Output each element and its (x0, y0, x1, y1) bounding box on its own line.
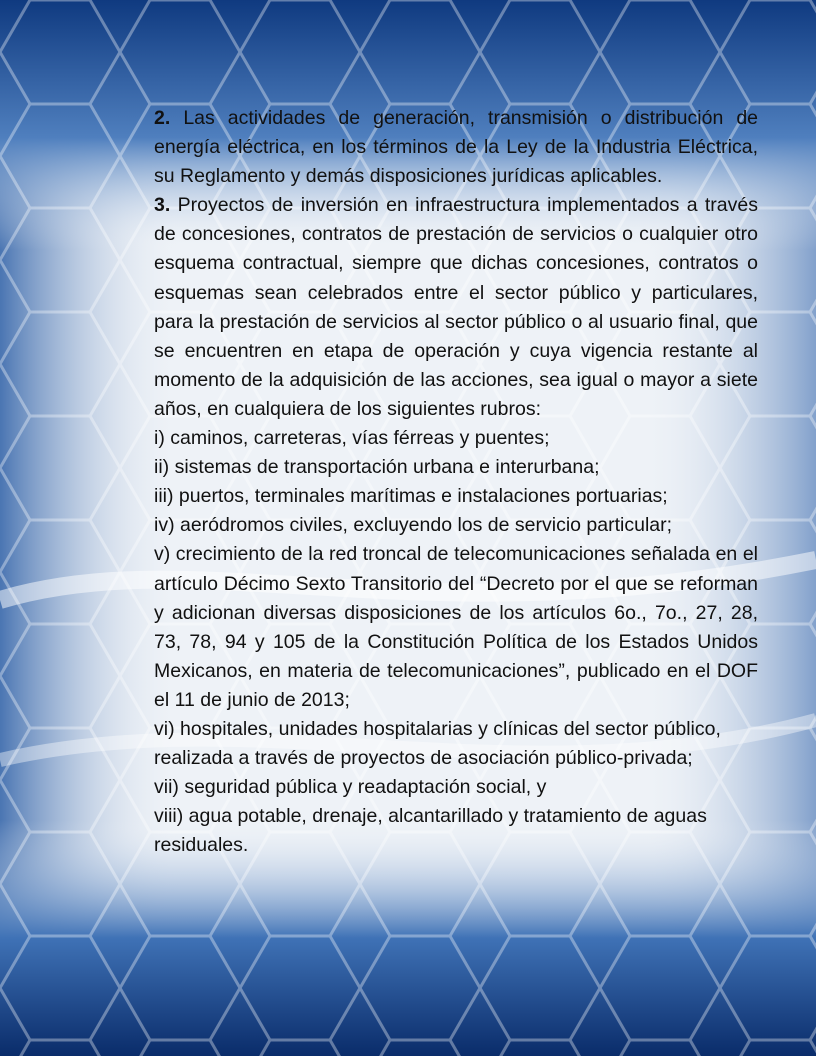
document-body (154, 104, 758, 860)
paragraph (154, 482, 758, 511)
paragraph (154, 540, 758, 715)
paragraph-text: ii) sistemas de transportación urbana e interurbana; (154, 456, 600, 479)
paragraph-number: 2. (154, 107, 171, 129)
paragraph-text: viii) agua potable, drenaje, alcantarillado y tratamiento de aguas residuales. (154, 805, 707, 857)
paragraph (154, 453, 758, 482)
paragraph-text: vi) hospitales, unidades hospitalarias y clínicas del sector público, realizada a través de proyectos de asociación público-privada; (154, 717, 721, 770)
paragraph (154, 802, 758, 860)
paragraph (154, 191, 758, 424)
paragraph-number: 3. (154, 194, 171, 217)
paragraph-text: Las actividades de generación, transmisión o distribución de energía eléctrica, en los términos de la Ley de la Industria Eléctrica, su Reglamento y demás disposiciones jurídicas aplicables. (154, 107, 759, 188)
paragraph (154, 424, 758, 453)
paragraph (154, 773, 758, 802)
paragraph-text: v) crecimiento de la red troncal de telecomunicaciones señalada en el artículo Décimo Sexto Transitorio del “Decreto por el que se reforman y adicionan diversas disposiciones de los artículos 6o., 7o., 27, 28, 73, 78, 94 y 105 de la Constitución Política de los Estados Unidos Mexicanos, en materia de telecomunicaciones”, publicado en el DOF el 11 de junio de 2013; (154, 543, 758, 711)
paragraph-text: vii) seguridad pública y readaptación social, y (154, 776, 547, 799)
paragraph-text: iii) puertos, terminales marítimas e instalaciones portuarias; (154, 485, 668, 508)
paragraph (154, 511, 758, 540)
paragraph-text: i) caminos, carreteras, vías férreas y puentes; (154, 427, 550, 450)
paragraph (154, 715, 758, 773)
paragraph-text: iv) aeródromos civiles, excluyendo los de servicio particular; (154, 514, 673, 537)
paragraph-text: Proyectos de inversión en infraestructura implementados a través de concesiones, contratos de prestación de servicios o cualquier otro esquema contractual, siempre que dichas concesiones, contratos o esquemas sean celebrados entre el sector público y particulares, para la prestación de servicios al sector público o al usuario final, que se encuentren en etapa de operación y cuya vigencia restante al momento de la adquisición de las acciones, sea igual o mayor a siete años, en cualquiera de los siguientes rubros: (154, 194, 758, 420)
paragraph (154, 104, 758, 191)
